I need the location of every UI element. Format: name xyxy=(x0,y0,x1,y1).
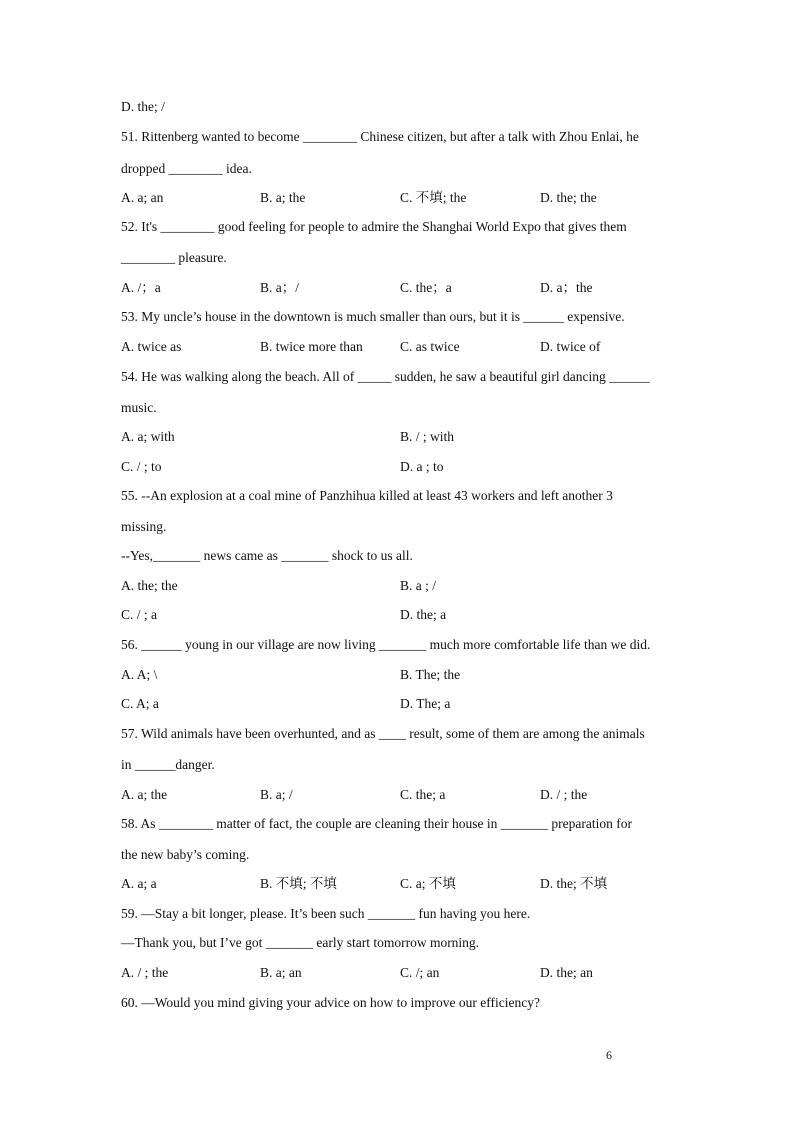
question-57-option-b: B. a; / xyxy=(260,787,293,802)
question-52-option-a: A. /；a xyxy=(121,280,161,295)
question-52-text-line-1: 52. It's ________ good feeling for people to admire the Shanghai World Expo that gives them xyxy=(121,219,627,234)
question-55-option-c: C. / ; a xyxy=(121,607,157,622)
question-51-text-line-1: 51. Rittenberg wanted to become ________ Chinese citizen, but after a talk with Zhou Enlai, he xyxy=(121,129,639,144)
question-59-text-line-2: —Thank you, but I’ve got _______ early start tomorrow morning. xyxy=(121,935,480,950)
question-59-option-b: B. a; an xyxy=(260,965,302,980)
page-number: 6 xyxy=(606,1048,612,1062)
question-56-option-b: B. The; the xyxy=(400,667,461,682)
question-54-option-c: C. / ; to xyxy=(121,459,162,474)
question-53-option-d: D. twice of xyxy=(540,339,601,354)
question-58-text-line-1: 58. As ________ matter of fact, the couple are cleaning their house in _______ preparation for xyxy=(121,816,632,831)
question-51-text-line-2: dropped ________ idea. xyxy=(121,161,252,176)
question-55-text-line-2: missing. xyxy=(121,519,167,534)
question-51-option-b: B. a; the xyxy=(260,190,306,205)
question-52-option-c: C. the；a xyxy=(400,280,452,295)
question-52-text-line-2: ________ pleasure. xyxy=(121,250,227,265)
question-53-option-b: B. twice more than xyxy=(260,339,363,354)
question-58-option-b: B. 不填; 不填 xyxy=(260,876,337,891)
question-55-option-a: A. the; the xyxy=(121,578,178,593)
question-53-option-c: C. as twice xyxy=(400,339,460,354)
question-59-option-c: C. /; an xyxy=(400,965,440,980)
question-55-text-line-3: --Yes,_______ news came as _______ shock to us all. xyxy=(121,548,413,563)
question-59-option-d: D. the; an xyxy=(540,965,593,980)
question-54-option-a: A. a; with xyxy=(121,429,175,444)
question-58-option-d: D. the; 不填 xyxy=(540,876,608,891)
question-56-option-a: A. A; \ xyxy=(121,667,158,682)
question-54-option-b: B. / ; with xyxy=(400,429,455,444)
question-54-text-line-2: music. xyxy=(121,400,157,415)
question-56-option-d: D. The; a xyxy=(400,696,451,711)
question-58-text-line-2: the new baby’s coming. xyxy=(121,847,250,862)
question-56-text-line-1: 56. ______ young in our village are now living _______ much more comfortable life than we did. xyxy=(121,637,651,652)
question-59-text-line-1: 59. —Stay a bit longer, please. It’s been such _______ fun having you here. xyxy=(121,906,531,921)
question-59-option-a: A. / ; the xyxy=(121,965,169,980)
question-57-option-a: A. a; the xyxy=(121,787,168,802)
question-53-option-a: A. twice as xyxy=(121,339,182,354)
question-51-option-d: D. the; the xyxy=(540,190,597,205)
question-54-option-d: D. a ; to xyxy=(400,459,444,474)
question-51-option-a: A. a; an xyxy=(121,190,164,205)
question-55-option-d: D. the; a xyxy=(400,607,447,622)
question-57-option-d: D. / ; the xyxy=(540,787,588,802)
question-52-option-d: D. a；the xyxy=(540,280,593,295)
question-57-text-line-2: in ______danger. xyxy=(121,757,215,772)
question-58-option-a: A. a; a xyxy=(121,876,157,891)
question-60-text-line-1: 60. —Would you mind giving your advice on how to improve our efficiency? xyxy=(121,995,540,1010)
question-54-text-line-1: 54. He was walking along the beach. All of _____ sudden, he saw a beautiful girl dancing ______ xyxy=(121,369,650,384)
question-51-option-c: C. 不填; the xyxy=(400,190,467,205)
previous-question-option-d: D. the; / xyxy=(121,99,165,114)
question-57-option-c: C. the; a xyxy=(400,787,446,802)
question-55-text-line-1: 55. --An explosion at a coal mine of Panzhihua killed at least 43 workers and left another 3 xyxy=(121,488,613,503)
question-57-text-line-1: 57. Wild animals have been overhunted, and as ____ result, some of them are among the animals xyxy=(121,726,645,741)
question-53-text-line-1: 53. My uncle’s house in the downtown is much smaller than ours, but it is ______ expensive. xyxy=(121,309,625,324)
question-58-option-c: C. a; 不填 xyxy=(400,876,456,891)
question-56-option-c: C. A; a xyxy=(121,696,159,711)
question-55-option-b: B. a ; / xyxy=(400,578,436,593)
question-52-option-b: B. a；/ xyxy=(260,280,299,295)
